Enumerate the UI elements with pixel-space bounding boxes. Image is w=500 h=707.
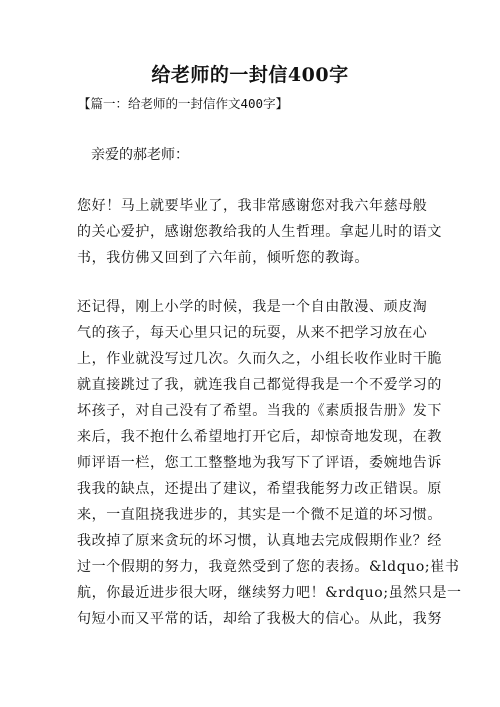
letter-greeting: 亲爱的郝老师： xyxy=(91,147,189,163)
text-line: 还记得，刚上小学的时候，我是一个自由散漫、顽皮淘 xyxy=(77,299,428,315)
text-line: 书，我仿佛又回到了六年前，倾听您的教诲。 xyxy=(77,250,369,266)
text-line: 来，一直阻挠我进步的，其实是一个微不足道的坏习惯。 xyxy=(77,507,442,523)
text-line: 气的孩子，每天心里只记的玩耍，从来不把学习放在心 xyxy=(77,325,428,341)
paragraph-1 xyxy=(77,193,442,271)
text-line: 您好！马上就要毕业了，我非常感谢您对我六年慈母般 xyxy=(77,198,428,214)
section-heading: 【篇一：给老师的一封信作文400字】 xyxy=(78,96,289,111)
text-line: 过一个假期的努力，我竟然受到了您的表扬。&ldquo;崔书 xyxy=(77,559,460,575)
text-line: 的关心爱护，感谢您教给我的人生哲理。拿起儿时的语文 xyxy=(77,224,442,240)
text-line: 来后，我不抱什么希望地打开它后，却惊奇地发现，在教 xyxy=(77,429,442,445)
text-line: 句短小而又平常的话，却给了我极大的信心。从此，我努 xyxy=(77,611,442,627)
text-line: 上，作业就没写过几次。久而久之，小组长收作业时干脆 xyxy=(77,351,442,367)
text-line: 我我的缺点，还提出了建议，希望我能努力改正错误。原 xyxy=(77,481,442,497)
text-line: 航，你最近进步很大呀，继续努力吧！&rdquo;虽然只是一 xyxy=(77,585,462,601)
text-line: 就直接跳过了我，就连我自己都觉得我是一个不爱学习的 xyxy=(77,377,442,393)
text-line: 坏孩子，对自己没有了希望。当我的《素质报告册》发下 xyxy=(77,403,442,419)
document-title: 给老师的一封信400字 xyxy=(151,64,349,86)
text-line: 我改掉了原来贪玩的坏习惯，认真地去完成假期作业？经 xyxy=(77,533,442,549)
text-line: 师评语一栏，您工工整整地为我写下了评语，委婉地告诉 xyxy=(77,455,442,471)
paragraph-2 xyxy=(77,294,462,632)
